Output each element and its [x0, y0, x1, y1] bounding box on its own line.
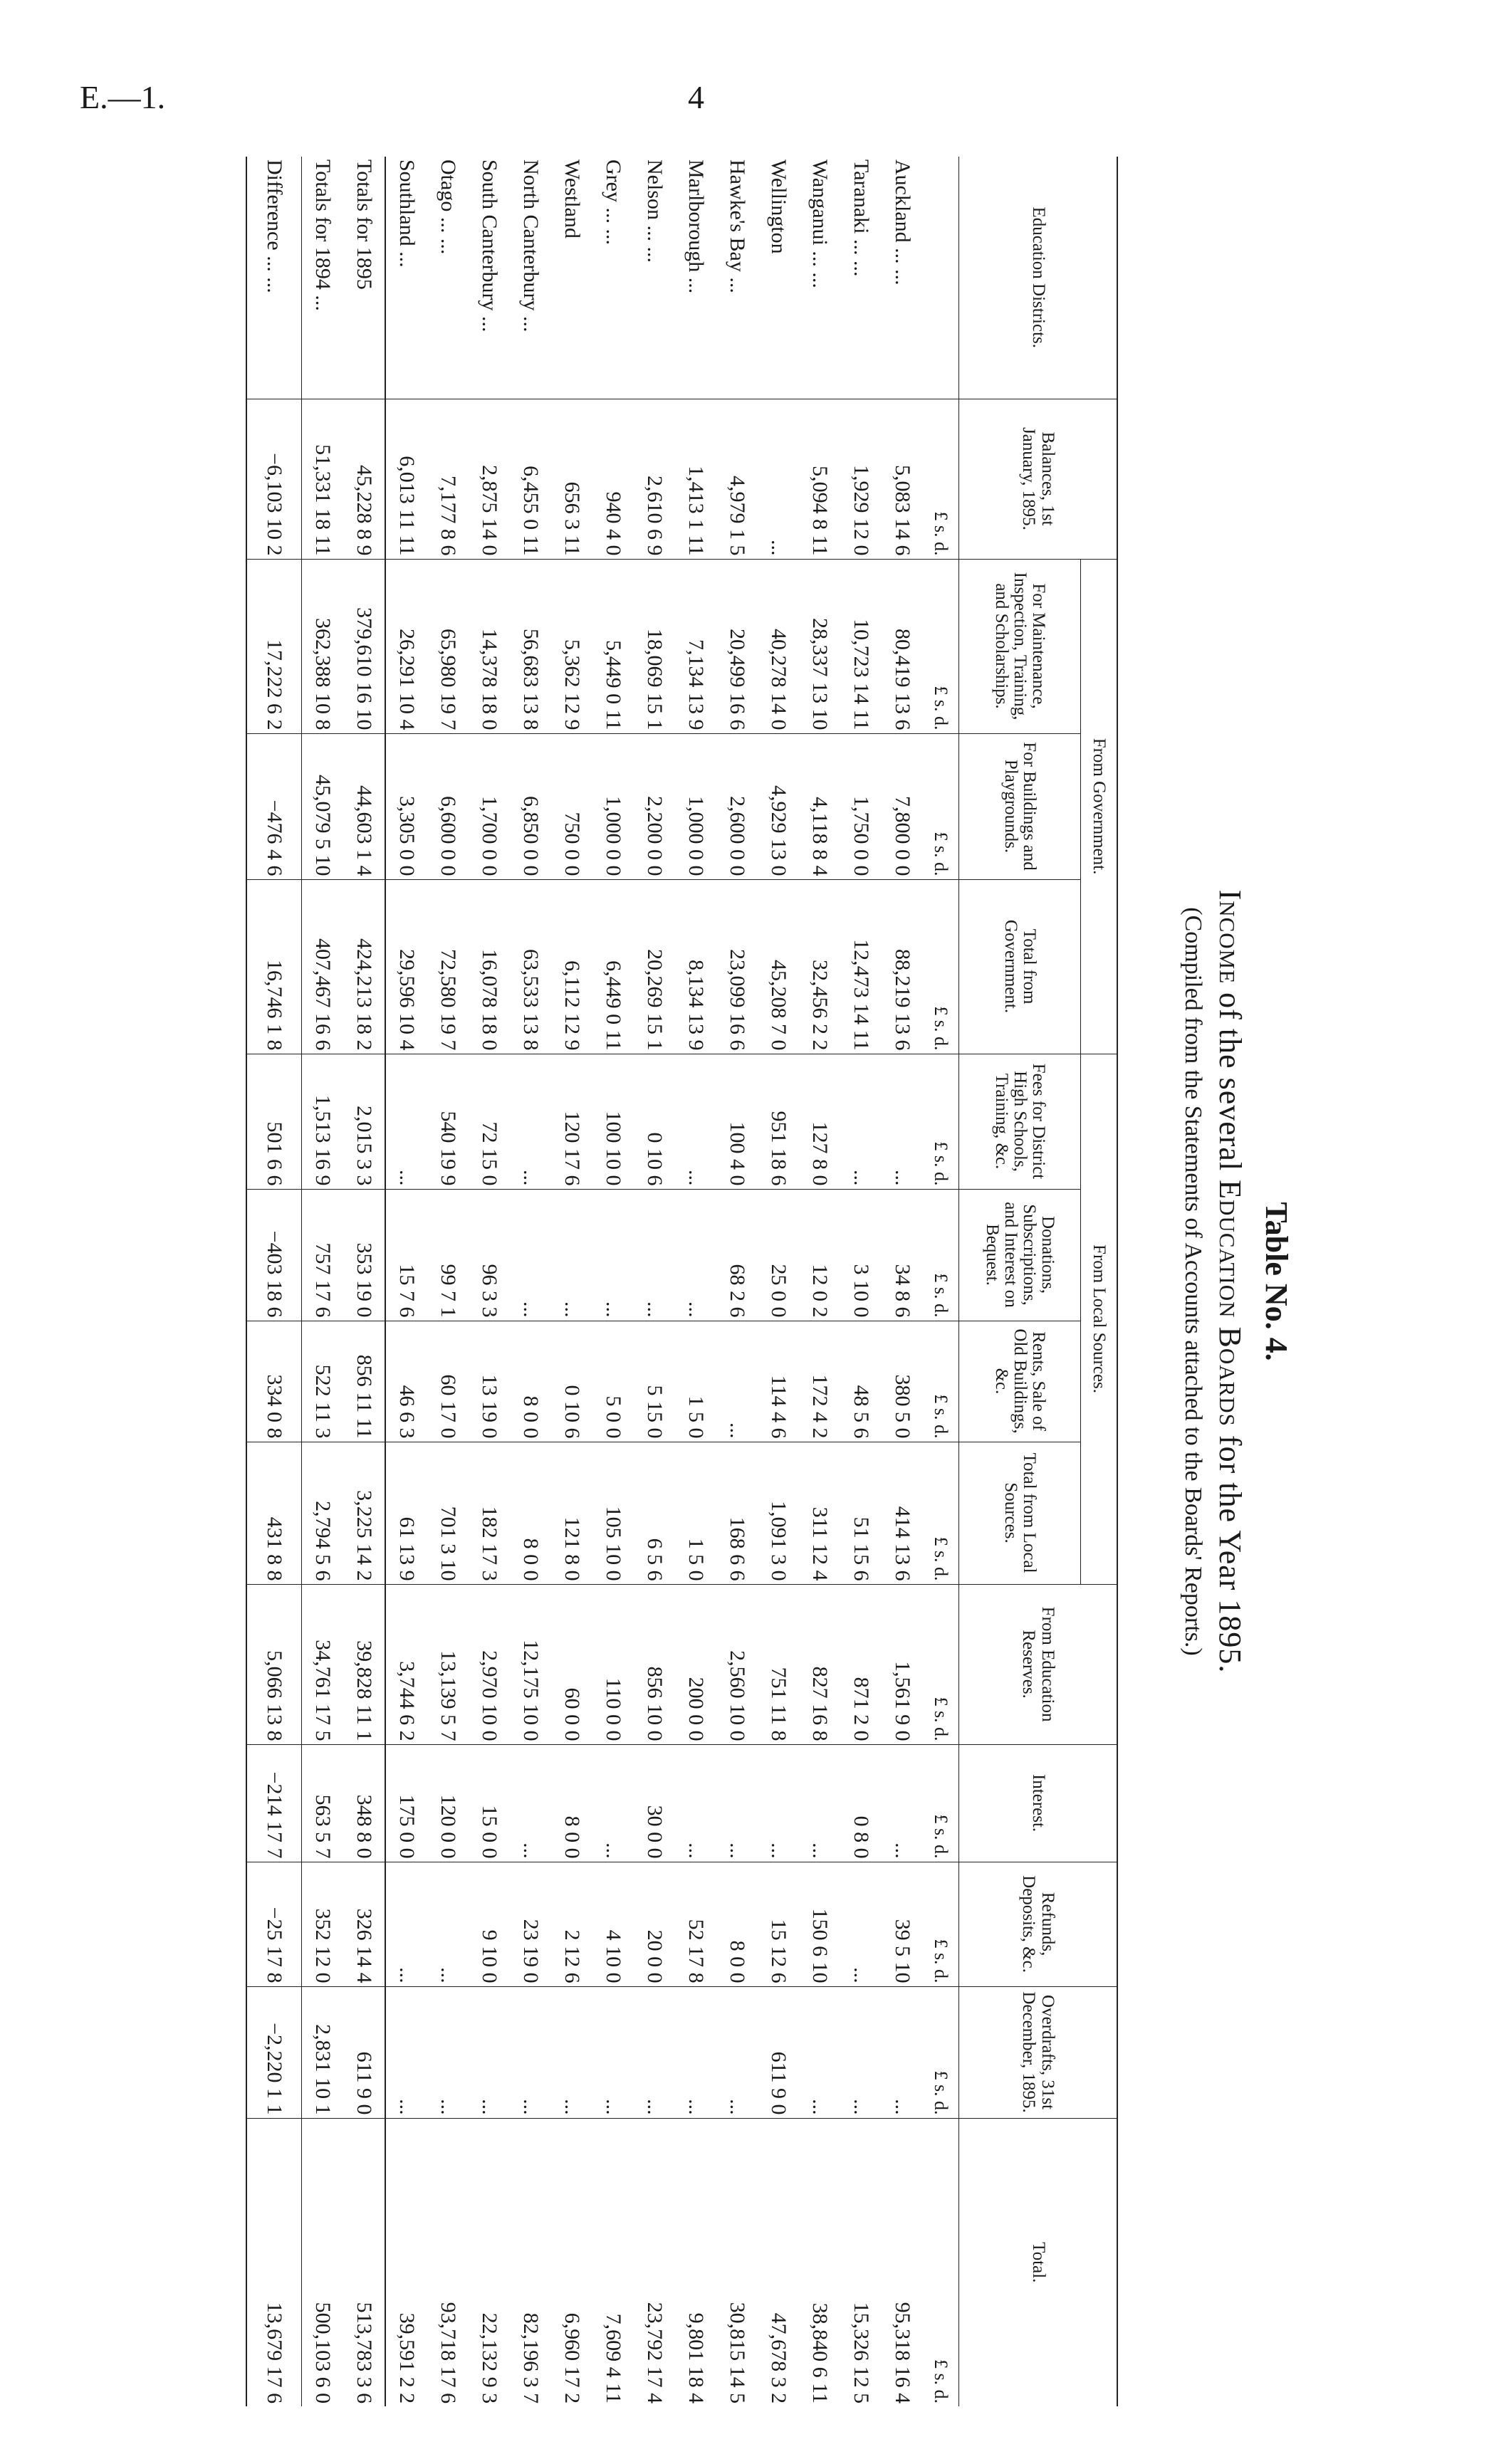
table-row: [385, 157, 427, 2406]
table-subtitle: [1212, 157, 1248, 2406]
table-cell: 95,318 16 4: [882, 2118, 923, 2406]
table-cell: ...: [385, 1054, 427, 1189]
totals-label: Totals for 1894 ...: [311, 159, 335, 311]
table-cell: ...: [592, 1744, 634, 1862]
table-cell: 8 0 0: [510, 1442, 551, 1584]
table-cell: 6,013 11 11: [385, 399, 427, 559]
table-cell: 20 0 0: [634, 1862, 675, 1986]
header-refunds: Refunds, Deposits, &c.: [959, 1862, 1118, 1986]
table-cell: ...: [385, 1862, 427, 1986]
table-cell: 93,718 17 6: [427, 2118, 469, 2406]
table-cell: 380 5 0: [882, 1321, 923, 1442]
table-cell: 12,175 10 0: [510, 1584, 551, 1744]
table-cell: 9 10 0: [469, 1862, 510, 1986]
table-cell: 2,610 6 9: [634, 399, 675, 559]
table-cell: 522 11 3: [302, 1321, 344, 1442]
table-cell: 127 8 0: [799, 1054, 840, 1189]
table-cell: 30 0 0: [634, 1744, 675, 1862]
table-cell: 51,331 18 11: [302, 399, 344, 559]
table-cell: 120 0 0: [427, 1744, 469, 1862]
header-balances: Balances, 1st January, 1895.: [959, 399, 1118, 559]
district-name: Hawke's Bay ...: [726, 159, 749, 293]
table-row: [634, 157, 675, 2406]
totals-label: Totals for 1895: [343, 157, 385, 399]
table-cell: 45,208 7 0: [758, 879, 799, 1054]
header-buildings: For Buildings and Playgrounds.: [959, 733, 1081, 879]
table-cell: 1,750 0 0: [840, 733, 882, 879]
table-cell: −2,220 1 1: [246, 1986, 302, 2118]
table-cell: 2,600 0 0: [716, 733, 758, 879]
table-row: [716, 157, 758, 2406]
header-total-local: Total from Local Sources.: [959, 1442, 1081, 1584]
table-cell: 0 10 6: [634, 1054, 675, 1189]
table-title: Table No. 4.: [1259, 1202, 1294, 1361]
subtitle-lead: Income: [1213, 889, 1248, 985]
table-cell: 29,596 10 4: [385, 879, 427, 1054]
table-cell: 23,792 17 4: [634, 2118, 675, 2406]
table-cell: 1,413 1 11: [675, 399, 716, 559]
table-row: [840, 157, 882, 2406]
table-cell: 6,112 12 9: [551, 879, 592, 1054]
units-label: £ s. d.: [923, 1054, 959, 1189]
document-reference: E.—1.: [80, 79, 166, 115]
table-cell: 2,875 14 0: [469, 399, 510, 559]
table-cell: 110 0 0: [592, 1584, 634, 1744]
subtitle-boards: Education Boards: [1213, 1180, 1248, 1427]
table-cell: 701 3 10: [427, 1442, 469, 1584]
table-cell: 51 15 6: [840, 1442, 882, 1584]
units-label: £ s. d.: [923, 559, 959, 733]
units-label: £ s. d.: [923, 399, 959, 559]
table-cell: 431 8 8: [246, 1442, 302, 1584]
table-cell: ...: [840, 1054, 882, 1189]
table-cell: 1,513 16 9: [302, 1054, 344, 1189]
table-cell: ...: [385, 1986, 427, 2118]
table-cell: −476 4 6: [246, 733, 302, 879]
table-cell: −214 17 7: [246, 1744, 302, 1862]
table-cell: 13,139 5 7: [427, 1584, 469, 1744]
table-cell: 1,561 9 0: [882, 1584, 923, 1744]
table-cell: 513,783 3 6: [343, 2118, 385, 2406]
table-cell: 1,929 12 0: [840, 399, 882, 559]
totals-row: [343, 157, 385, 2406]
table-cell: 5,066 13 8: [246, 1584, 302, 1744]
table-cell: 182 17 3: [469, 1442, 510, 1584]
table-cell: 334 0 8: [246, 1321, 302, 1442]
table-cell: ...: [882, 1054, 923, 1189]
table-cell: 362,388 10 8: [302, 559, 344, 733]
district-name: Taranaki ... ...: [850, 159, 873, 277]
table-row: [551, 157, 592, 2406]
table-cell: 28,337 13 10: [799, 559, 840, 733]
table-cell: 25 0 0: [758, 1189, 799, 1321]
table-cell: ...: [510, 1189, 551, 1321]
table-cell: 2,970 10 0: [469, 1584, 510, 1744]
district-name: Wellington: [767, 159, 790, 254]
table-cell: 6,455 0 11: [510, 399, 551, 559]
table-cell: 80,419 13 6: [882, 559, 923, 733]
table-cell: −403 18 6: [246, 1189, 302, 1321]
table-cell: ...: [427, 1862, 469, 1986]
units-label: £ s. d.: [923, 1321, 959, 1442]
table-cell: 2,200 0 0: [634, 733, 675, 879]
table-cell: 311 12 4: [799, 1442, 840, 1584]
table-cell: 22,132 9 3: [469, 2118, 510, 2406]
table-cell: ...: [758, 1744, 799, 1862]
header-group-local: From Local Sources.: [1081, 1054, 1118, 1584]
table-cell: 5,449 0 11: [592, 559, 634, 733]
table-cell: ...: [510, 1744, 551, 1862]
table-cell: 23 19 0: [510, 1862, 551, 1986]
table-cell: 121 8 0: [551, 1442, 592, 1584]
table-cell: 3,225 14 2: [343, 1442, 385, 1584]
units-label: £ s. d.: [923, 1189, 959, 1321]
table-cell: ...: [634, 1986, 675, 2118]
table-cell: 4,979 1 5: [716, 399, 758, 559]
table-cell: 1,000 0 0: [592, 733, 634, 879]
table-cell: 39 5 10: [882, 1862, 923, 1986]
table-cell: 12,473 14 11: [840, 879, 882, 1054]
table-cell: 0 8 0: [840, 1744, 882, 1862]
table-cell: 1,091 3 0: [758, 1442, 799, 1584]
table-cell: 99 7 1: [427, 1189, 469, 1321]
income-table: [246, 157, 1118, 2406]
table-cell: 14,378 18 0: [469, 559, 510, 733]
table-cell: ...: [592, 1986, 634, 2118]
table-cell: 61 13 9: [385, 1442, 427, 1584]
table-cell: 6,449 0 11: [592, 879, 634, 1054]
table-row: [675, 157, 716, 2406]
table-cell: 175 0 0: [385, 1744, 427, 1862]
table-cell: 326 14 4: [343, 1862, 385, 1986]
table-cell: 63,533 13 8: [510, 879, 551, 1054]
table-cell: ...: [469, 1986, 510, 2118]
table-cell: 563 5 7: [302, 1744, 344, 1862]
table-cell: 871 2 0: [840, 1584, 882, 1744]
table-cell: 200 0 0: [675, 1584, 716, 1744]
table-row: [882, 157, 923, 2406]
table-cell: ...: [675, 1744, 716, 1862]
units-label: £ s. d.: [923, 879, 959, 1054]
header-maintenance: For Maintenance, Inspection, Training, and Scholarships.: [959, 559, 1081, 733]
table-cell: 1 5 0: [675, 1442, 716, 1584]
table-cell: 18,069 15 1: [634, 559, 675, 733]
table-cell: 856 10 0: [634, 1584, 675, 1744]
table-cell: 26,291 10 4: [385, 559, 427, 733]
table-cell: 15 7 6: [385, 1189, 427, 1321]
table-cell: 105 10 0: [592, 1442, 634, 1584]
table-cell: ...: [551, 1189, 592, 1321]
table-row: [592, 157, 634, 2406]
table-cell: 60 17 0: [427, 1321, 469, 1442]
table-cell: 15 0 0: [469, 1744, 510, 1862]
table-cell: 656 3 11: [551, 399, 592, 559]
table-cell: ...: [592, 1189, 634, 1321]
table-cell: 7,134 13 9: [675, 559, 716, 733]
table-cell: 8,134 13 9: [675, 879, 716, 1054]
table-cell: 1 5 0: [675, 1321, 716, 1442]
table-cell: ...: [551, 1986, 592, 2118]
table-cell: 20,269 15 1: [634, 879, 675, 1054]
district-name: South Canterbury ...: [478, 159, 501, 332]
page-number: 4: [688, 79, 704, 115]
table-cell: 7,609 4 11: [592, 2118, 634, 2406]
table-cell: 611 9 0: [758, 1986, 799, 2118]
district-name: Grey ... ...: [602, 159, 625, 245]
table-cell: 72,580 19 7: [427, 879, 469, 1054]
table-cell: 47,678 3 2: [758, 2118, 799, 2406]
district-name: Auckland ... ...: [891, 159, 914, 285]
table-cell: 352 12 0: [302, 1862, 344, 1986]
rotated-table-page: [263, 157, 1303, 2406]
district-name: Westland: [560, 159, 584, 238]
table-cell: ...: [758, 399, 799, 559]
table-cell: 3 10 0: [840, 1189, 882, 1321]
table-note: (Compiled from the Statements of Accounts attached to the Boards' Reports.): [1180, 907, 1206, 1656]
units-label: £ s. d.: [923, 1862, 959, 1986]
table-cell: 8 0 0: [551, 1744, 592, 1862]
units-label: £ s. d.: [923, 733, 959, 879]
table-cell: 6,600 0 0: [427, 733, 469, 879]
table-cell: 7,177 8 6: [427, 399, 469, 559]
table-cell: 827 16 8: [799, 1584, 840, 1744]
table-cell: 6 5 6: [634, 1442, 675, 1584]
table-cell: 34,761 17 5: [302, 1584, 344, 1744]
table-cell: 1,000 0 0: [675, 733, 716, 879]
header-districts: Education Districts.: [959, 157, 1118, 399]
units-label: £ s. d.: [923, 1986, 959, 2118]
table-cell: 150 6 10: [799, 1862, 840, 1986]
table-cell: 23,099 16 6: [716, 879, 758, 1054]
table-cell: 4,118 8 4: [799, 733, 840, 879]
header-overdrafts: Overdrafts, 31st December, 1895.: [959, 1986, 1118, 2118]
table-cell: 40,278 14 0: [758, 559, 799, 733]
table-cell: 8 0 0: [716, 1862, 758, 1986]
table-cell: 48 5 6: [840, 1321, 882, 1442]
table-cell: 611 9 0: [343, 1986, 385, 2118]
table-cell: ...: [882, 1744, 923, 1862]
table-cell: 7,800 0 0: [882, 733, 923, 879]
totals-row: [302, 157, 344, 2406]
table-cell: 2,831 10 1: [302, 1986, 344, 2118]
table-cell: 100 4 0: [716, 1054, 758, 1189]
table-cell: ...: [799, 1744, 840, 1862]
units-row: [923, 157, 959, 2406]
table-cell: ...: [675, 1189, 716, 1321]
table-cell: 5,094 8 11: [799, 399, 840, 559]
table-cell: 72 15 0: [469, 1054, 510, 1189]
table-cell: ...: [799, 1986, 840, 2118]
table-row: [510, 157, 551, 2406]
table-cell: ...: [840, 1986, 882, 2118]
table-cell: 15,326 12 5: [840, 2118, 882, 2406]
table-cell: 56,683 13 8: [510, 559, 551, 733]
table-cell: −6,103 10 2: [246, 399, 302, 559]
table-cell: 2,015 3 3: [343, 1054, 385, 1189]
table-cell: 856 11 11: [343, 1321, 385, 1442]
table-row: [427, 157, 469, 2406]
table-cell: 2,794 5 6: [302, 1442, 344, 1584]
district-name: North Canterbury ...: [519, 159, 543, 332]
table-cell: ...: [840, 1862, 882, 1986]
table-cell: 17,222 6 2: [246, 559, 302, 733]
district-name: Southland ...: [395, 159, 419, 268]
table-row: [758, 157, 799, 2406]
table-cell: 6,850 0 0: [510, 733, 551, 879]
table-cell: 120 17 6: [551, 1054, 592, 1189]
table-cell: 1,700 0 0: [469, 733, 510, 879]
table-cell: 88,219 13 6: [882, 879, 923, 1054]
table-cell: ...: [510, 1054, 551, 1189]
table-cell: 951 18 6: [758, 1054, 799, 1189]
table-cell: 407,467 16 6: [302, 879, 344, 1054]
district-name: Otago ... ...: [437, 159, 460, 255]
header-total-government: Total from Government.: [959, 879, 1081, 1054]
table-cell: 12 0 2: [799, 1189, 840, 1321]
table-cell: 8 0 0: [510, 1321, 551, 1442]
table-cell: 2 12 6: [551, 1862, 592, 1986]
table-cell: 751 11 8: [758, 1584, 799, 1744]
units-label: £ s. d.: [923, 1584, 959, 1744]
table-cell: ...: [716, 1321, 758, 1442]
table-cell: 4 10 0: [592, 1862, 634, 1986]
table-cell: ...: [882, 1986, 923, 2118]
table-cell: 501 6 6: [246, 1054, 302, 1189]
table-cell: 32,456 2 2: [799, 879, 840, 1054]
header-interest: Interest.: [959, 1744, 1118, 1862]
table-cell: 5,362 12 9: [551, 559, 592, 733]
table-cell: 168 6 6: [716, 1442, 758, 1584]
table-cell: ...: [716, 1986, 758, 2118]
table-cell: 5 15 0: [634, 1321, 675, 1442]
header-total: Total.: [959, 2118, 1118, 2406]
table-cell: 13,679 17 6: [246, 2118, 302, 2406]
header-fees: Fees for District High Schools, Training, &c.: [959, 1054, 1081, 1189]
table-cell: 13 19 0: [469, 1321, 510, 1442]
units-label: £ s. d.: [923, 1442, 959, 1584]
table-row: [469, 157, 510, 2406]
table-cell: 414 13 6: [882, 1442, 923, 1584]
table-cell: 65,980 19 7: [427, 559, 469, 733]
header-rents: Rents, Sale of Old Buildings, &c.: [959, 1321, 1081, 1442]
table-cell: 100 10 0: [592, 1054, 634, 1189]
table-cell: ...: [427, 1986, 469, 2118]
table-cell: 114 4 6: [758, 1321, 799, 1442]
district-name: Wanganui ... ...: [808, 159, 832, 288]
table-cell: 68 2 6: [716, 1189, 758, 1321]
units-label: £ s. d.: [923, 1744, 959, 1862]
table-cell: 5,083 14 6: [882, 399, 923, 559]
table-cell: 52 17 8: [675, 1862, 716, 1986]
table-cell: ...: [675, 1054, 716, 1189]
table-cell: 20,499 16 6: [716, 559, 758, 733]
table-cell: 34 8 6: [882, 1189, 923, 1321]
table-cell: 172 4 2: [799, 1321, 840, 1442]
table-cell: ...: [675, 1986, 716, 2118]
table-cell: 424,213 18 2: [343, 879, 385, 1054]
table-cell: 0 10 6: [551, 1321, 592, 1442]
table-cell: 45,079 5 10: [302, 733, 344, 879]
table-cell: 30,815 14 5: [716, 2118, 758, 2406]
table-cell: 940 4 0: [592, 399, 634, 559]
district-name: Nelson ... ...: [643, 159, 667, 263]
table-cell: ...: [716, 1744, 758, 1862]
district-name: Marlborough ...: [684, 159, 708, 294]
header-donations: Donations, Subscriptions, and Interest on Bequest.: [959, 1189, 1081, 1321]
units-label: £ s. d.: [923, 2118, 959, 2406]
table-cell: 3,744 6 2: [385, 1584, 427, 1744]
table-cell: 4,929 13 0: [758, 733, 799, 879]
table-cell: 5 0 0: [592, 1321, 634, 1442]
table-cell: 10,723 14 11: [840, 559, 882, 733]
subtitle-text: of the several: [1213, 992, 1248, 1172]
table-cell: −25 17 8: [246, 1862, 302, 1986]
table-cell: 750 0 0: [551, 733, 592, 879]
table-cell: 96 3 3: [469, 1189, 510, 1321]
table-cell: 16,746 1 8: [246, 879, 302, 1054]
table-cell: 2,560 10 0: [716, 1584, 758, 1744]
table-cell: 15 12 6: [758, 1862, 799, 1986]
header-reserves: From Education Reserves.: [959, 1584, 1118, 1744]
table-cell: 46 6 3: [385, 1321, 427, 1442]
table-cell: 9,801 18 4: [675, 2118, 716, 2406]
table-cell: 82,196 3 7: [510, 2118, 551, 2406]
table-cell: 3,305 0 0: [385, 733, 427, 879]
subtitle-year: for the Year 1895.: [1213, 1435, 1248, 1674]
table-cell: 6,960 17 2: [551, 2118, 592, 2406]
table-cell: 45,228 8 9: [343, 399, 385, 559]
table-cell: 379,610 16 10: [343, 559, 385, 733]
table-cell: 60 0 0: [551, 1584, 592, 1744]
table-cell: 44,603 1 4: [343, 733, 385, 879]
table-cell: 39,591 2 2: [385, 2118, 427, 2406]
header-group-government: From Government.: [1081, 559, 1118, 1054]
table-cell: 353 19 0: [343, 1189, 385, 1321]
table-cell: ...: [510, 1986, 551, 2118]
table-cell: 757 17 6: [302, 1189, 344, 1321]
table-cell: 16,078 18 0: [469, 879, 510, 1054]
table-row: [799, 157, 840, 2406]
difference-label: Difference ... ...: [246, 157, 302, 399]
table-cell: 348 8 0: [343, 1744, 385, 1862]
table-cell: 500,103 6 0: [302, 2118, 344, 2406]
difference-row: [246, 157, 302, 2406]
table-cell: ...: [634, 1189, 675, 1321]
table-cell: 39,828 11 1: [343, 1584, 385, 1744]
table-cell: 540 19 9: [427, 1054, 469, 1189]
table-cell: 38,840 6 11: [799, 2118, 840, 2406]
